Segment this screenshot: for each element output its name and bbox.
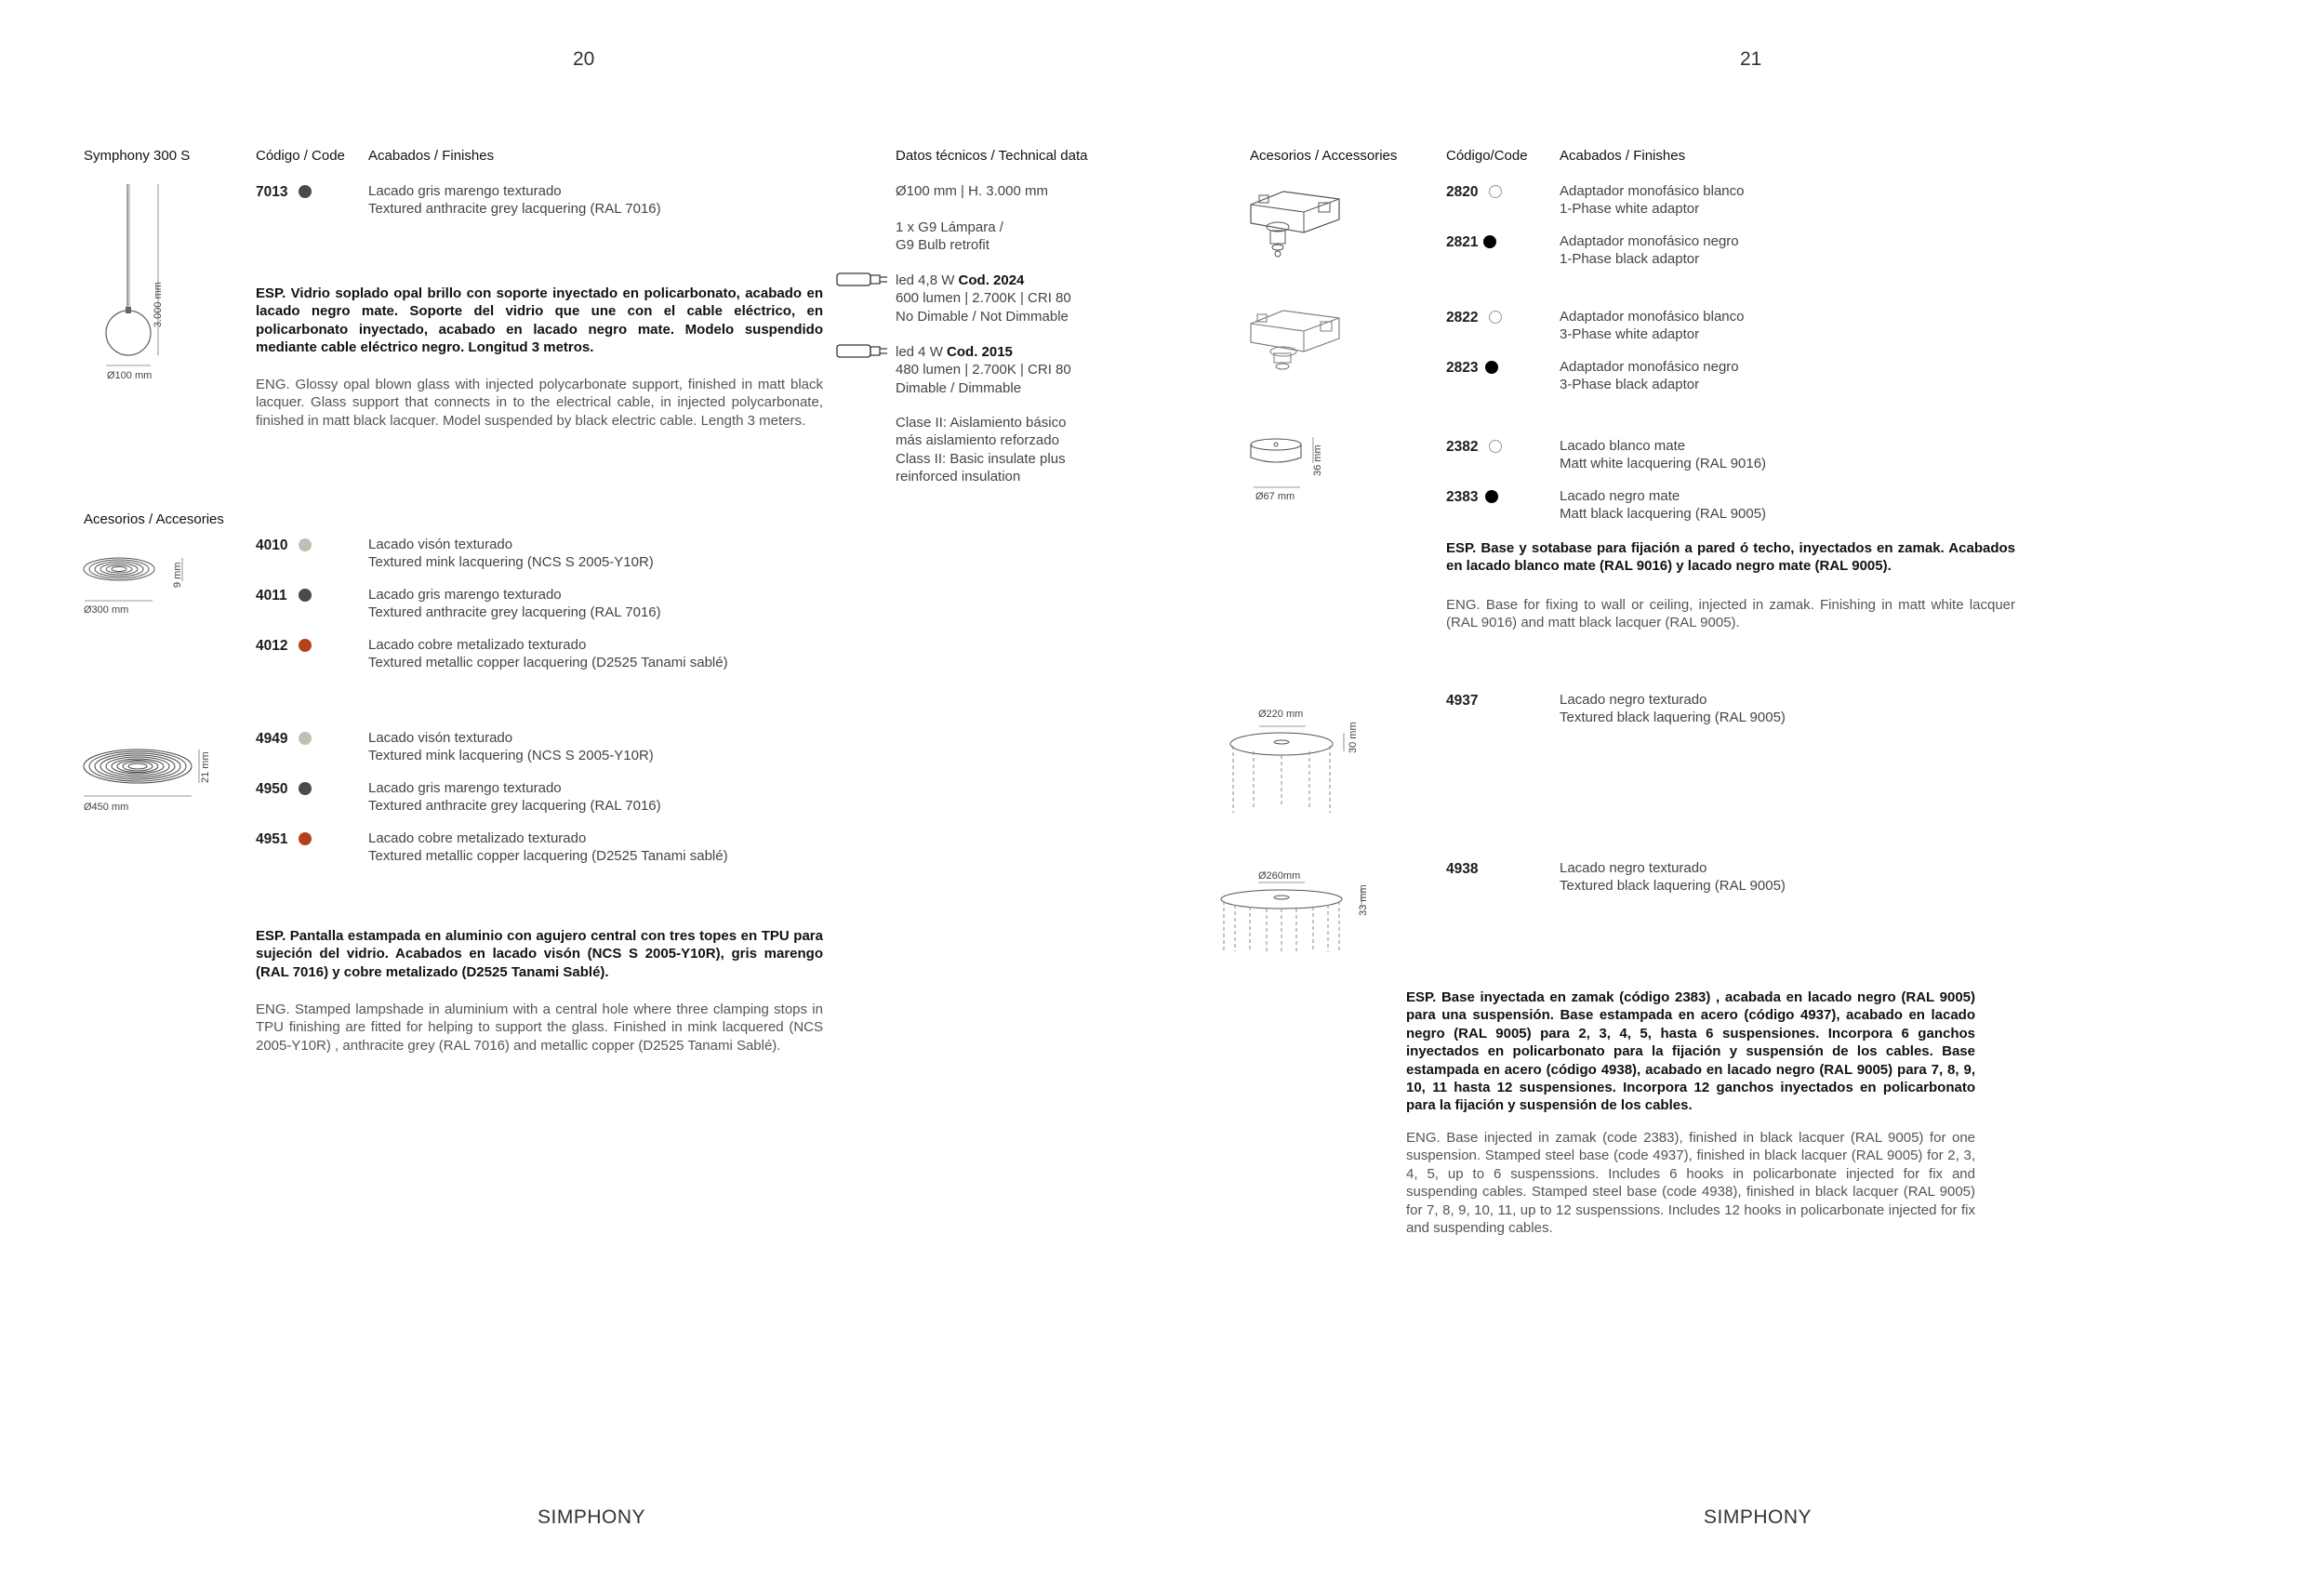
- base-code: 2382: [1446, 439, 1479, 455]
- color-swatch: [299, 732, 312, 745]
- tech-dimensions: Ø100 mm | H. 3.000 mm: [896, 183, 1048, 199]
- description-esp: ESP. Vidrio soplado opal brillo con soporte inyectado en policarbonato, acabado en lacado negro mate. Soporte del vidrio que une con el cable eléctrico, en policarbonato inyectado, acabado en lacado negro mate. Modelo suspendido mediante cable eléctrico negro. Longitud 3 metros.: [256, 285, 823, 356]
- multi-base-description-eng: ENG. Base injected in zamak (code 2383), finished in black lacquer (RAL 9005) for one suspension. Stamped steel base (code 4937), finished in black lacquer (RAL 9005) for 2, 3, 4, 5, up to 6 suspenssions. Includes 6 hooks in policarbonate injected for fix and suspending cables. Stamped steel base (code 4938), finished in black lacquer (RAL 9005) for 7, 8, 9, 10, 11, up to 12 suspenssions. Includes 12 hooks in policarbonate injected for fix and suspending cables.: [1406, 1130, 1975, 1237]
- color-swatch: [1485, 361, 1498, 374]
- base-height-label: 36 mm: [1312, 445, 1323, 476]
- multi-base-220-diameter-label: Ø220 mm: [1258, 709, 1304, 720]
- color-swatch: [1485, 490, 1498, 503]
- pendant-diameter-label: Ø100 mm: [107, 370, 153, 381]
- tech-bulb: 1 x G9 Lámpara / G9 Bulb retrofit: [896, 219, 1003, 254]
- code-header: Código / Code: [256, 148, 345, 164]
- left-footer: SIMPHONY: [538, 1506, 646, 1528]
- accessories-header: Acesorios / Accessories: [1250, 148, 1398, 164]
- color-swatch: [299, 782, 312, 795]
- multi-base-260-diameter-label: Ø260mm: [1258, 870, 1301, 882]
- multi-base-220-drawing: [1226, 716, 1356, 818]
- color-swatch: [299, 185, 312, 198]
- color-swatch: [1489, 185, 1502, 198]
- multi-base-260-drawing: [1209, 879, 1367, 962]
- finishes-header: Acabados / Finishes: [1560, 148, 1686, 164]
- color-swatch: [299, 639, 312, 652]
- shade-300-height-label: 9 mm: [172, 562, 183, 588]
- accessory-finish: Lacado visón texturado Textured mink lacquering (NCS S 2005-Y10R): [368, 730, 654, 764]
- shade-description-esp: ESP. Pantalla estampada en aluminio con agujero central con tres topes en TPU para sujeción del vidrio. Acabados en lacado visón (NCS S 2005-Y10R), gris marengo (RAL 7016) y cobre metalizado (D2525 Tanami Sablé).: [256, 928, 823, 980]
- adaptor-code: 2821: [1446, 234, 1479, 250]
- accessory-code: 4950: [256, 781, 288, 797]
- tech-led-2: led 4 W Cod. 2015 480 lumen | 2.700K | CRI 80 Dimable / Dimmable: [896, 344, 1071, 396]
- led-bulb-icon: [835, 272, 889, 288]
- base-code: 2383: [1446, 489, 1479, 505]
- multi-base-code: 4937: [1446, 693, 1479, 709]
- color-swatch: [299, 832, 312, 845]
- multi-base-code: 4938: [1446, 861, 1479, 877]
- tech-data-header: Datos técnicos / Technical data: [896, 148, 1088, 164]
- multi-base-220-height-label: 30 mm: [1348, 722, 1359, 753]
- product-name: Symphony 300 S: [84, 148, 191, 164]
- adaptor-finish: Adaptador monofásico blanco 1-Phase white adaptor: [1560, 183, 1745, 218]
- adaptor-code: 2823: [1446, 360, 1479, 376]
- led-bulb-icon: [835, 343, 889, 360]
- adaptor-code: 2820: [1446, 184, 1479, 200]
- pendant-height-label: 3.000 mm: [153, 282, 164, 327]
- right-footer: SIMPHONY: [1704, 1506, 1813, 1528]
- one-phase-adaptor-drawing: [1246, 186, 1348, 270]
- accessory-finish: Lacado cobre metalizado texturado Textured metallic copper lacquering (D2525 Tanami sablé): [368, 830, 728, 865]
- shade-300-diameter-label: Ø300 mm: [84, 604, 129, 616]
- main-item-code: 7013: [256, 184, 288, 200]
- adaptor-finish: Adaptador monofásico blanco 3-Phase white adaptor: [1560, 309, 1745, 343]
- accessory-code: 4010: [256, 537, 288, 553]
- accessory-finish: Lacado visón texturado Textured mink lacquering (NCS S 2005-Y10R): [368, 537, 654, 571]
- main-item-finish: Lacado gris marengo texturado Textured anthracite grey lacquering (RAL 7016): [368, 183, 661, 218]
- base-finish: Lacado blanco mate Matt white lacquering (RAL 9016): [1560, 438, 1767, 472]
- tech-led-1: led 4,8 W Cod. 2024 600 lumen | 2.700K | CRI 80 No Dimable / Not Dimmable: [896, 272, 1071, 325]
- accessory-code: 4949: [256, 731, 288, 747]
- accessories-title: Acesorios / Accesories: [84, 511, 224, 527]
- base-diameter-label: Ø67 mm: [1255, 491, 1295, 502]
- shade-450-height-label: 21 mm: [200, 751, 211, 783]
- accessory-code: 4012: [256, 638, 288, 654]
- base-description-esp: ESP. Base y sotabase para fijación a pared ó techo, inyectados en zamak. Acabados en lacado blanco mate (RAL 9016) y lacado negro mate (RAL 9005).: [1446, 540, 2015, 575]
- multi-base-finish: Lacado negro texturado Textured black laquering (RAL 9005): [1560, 692, 1786, 726]
- code-header: Código/Code: [1446, 148, 1528, 164]
- multi-base-260-height-label: 33 mm: [1358, 884, 1369, 916]
- ceiling-base-drawing: [1246, 435, 1339, 491]
- left-page-number: 20: [573, 48, 595, 70]
- accessory-code: 4951: [256, 831, 288, 847]
- pendant-lamp-drawing: [93, 184, 186, 389]
- color-swatch: [1483, 235, 1496, 248]
- three-phase-adaptor-drawing: [1246, 307, 1348, 381]
- accessory-finish: Lacado gris marengo texturado Textured anthracite grey lacquering (RAL 7016): [368, 780, 661, 815]
- finishes-header: Acabados / Finishes: [368, 148, 495, 164]
- adaptor-code: 2822: [1446, 310, 1479, 325]
- color-swatch: [1489, 440, 1502, 453]
- accessory-finish: Lacado cobre metalizado texturado Textured metallic copper lacquering (D2525 Tanami sablé): [368, 637, 728, 671]
- tech-insulation-class: Clase II: Aislamiento básico más aislamiento reforzado Class II: Basic insulate plus reinforced insulation: [896, 415, 1067, 485]
- adaptor-finish: Adaptador monofásico negro 1-Phase black adaptor: [1560, 233, 1739, 268]
- multi-base-description-esp: ESP. Base inyectada en zamak (código 2383) , acabada en lacado negro (RAL 9005) para una suspensión. Base estampada en acero (código 4937), acabado en lacado negro (RAL 9005) para 2, 3, 4, 5, hasta 6 suspensiones. Incorpora 6 ganchos inyectados en policarbonato para la fijación y suspensión de los cables. Base estampada en acero (código 4938), acabado en lacado negro (RAL 9005) para 7, 8, 9, 10, 11 hasta 12 suspensiones. Incorpora 12 ganchos inyectados en policarbonato para la fijación y suspensión de los cables.: [1406, 989, 1975, 1114]
- color-swatch: [299, 589, 312, 602]
- multi-base-finish: Lacado negro texturado Textured black laquering (RAL 9005): [1560, 860, 1786, 895]
- right-page-number: 21: [1740, 48, 1762, 70]
- shade-450-diameter-label: Ø450 mm: [84, 802, 129, 813]
- accessory-code: 4011: [256, 588, 287, 604]
- base-finish: Lacado negro mate Matt black lacquering (RAL 9005): [1560, 488, 1767, 523]
- adaptor-finish: Adaptador monofásico negro 3-Phase black adaptor: [1560, 359, 1739, 393]
- shade-description-eng: ENG. Stamped lampshade in aluminium with a central hole where three clamping stops in TPU finishing are fitted for helping to support the glass. Finished in mink lacquered (NCS 2005-Y10R) , anthracite grey (RAL 7016) and metallic copper (D2525 Tanami Sablé).: [256, 1002, 823, 1054]
- shade-450-drawing: [82, 744, 212, 809]
- base-description-eng: ENG. Base for fixing to wall or ceiling, injected in zamak. Finishing in matt white lacquer (RAL 9016) and matt black lacquer (RAL 9005).: [1446, 597, 2015, 631]
- description-eng: ENG. Glossy opal blown glass with injected polycarbonate support, finished in matt black lacquer. Glass support that connects in to the electrical cable, in injected polycarbonate, finished in matt black lacquer. Model suspended by black electric cable. Length 3 meters.: [256, 377, 823, 429]
- color-swatch: [1489, 311, 1502, 324]
- color-swatch: [299, 538, 312, 551]
- accessory-finish: Lacado gris marengo texturado Textured anthracite grey lacquering (RAL 7016): [368, 587, 661, 621]
